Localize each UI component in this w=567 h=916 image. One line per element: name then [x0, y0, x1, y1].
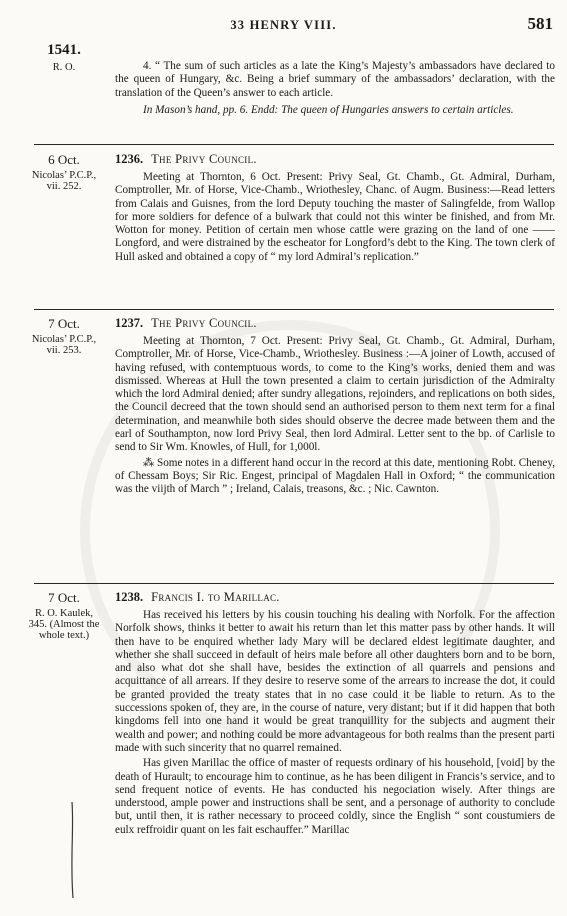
entry-body	[115, 152, 555, 264]
margin-source: Nicolas’ P.C.P., vii. 252.	[31, 170, 97, 192]
paragraph-note: ⁂ Some notes in a different hand occur in the record at this date, mentioning Robt. Cheney, of Chessam Boys; Sir Ric. Engest, principal of Magdalen Hall in Oxford; “ the communication was the viijth of March ” ; Ireland, Calais, treasons, &c. ; Nic. Cawnton.	[115, 456, 555, 496]
margin-date: 7 Oct.	[48, 590, 80, 605]
entry-number: 1237.	[115, 316, 144, 330]
pen-stroke-mark	[68, 800, 76, 900]
margin-date: 7 Oct.	[48, 316, 80, 331]
page-number: 581	[527, 14, 553, 33]
entry-body	[115, 60, 555, 117]
divider	[34, 583, 554, 584]
margin-note	[28, 590, 100, 641]
entry-title: The Privy Council.	[151, 152, 257, 166]
margin-note	[28, 316, 100, 356]
entry-heading	[115, 590, 555, 604]
margin-source: R. O. Kaulek, 345. (Almost the whole text.)	[28, 608, 100, 641]
entry-body	[115, 316, 555, 497]
page-header	[0, 12, 567, 36]
entry-body	[115, 590, 555, 837]
margin-note	[28, 42, 100, 73]
paragraph: Meeting at Thornton, 7 Oct. Present: Privy Seal, Gt. Chamb., Gt. Admiral, Durham, Comptroller, Mr. of Horse, Vice-Chamb., Wriothesley. Business :—A joiner of Lowth, accused of having refused, with contemptuous words, to come to the King’s works, denied them and was dismissed. Whereas at Hull the town presented a claim to certain jurisdiction of the Admiralty which the lord Admiral denied; after sundry allegations, rejoinders, and replications on both sides, the Council decreed that the town should send an authorised person to them next term for a final determination, and meanwhile both sides should observe the decree made between them and the earl of Southampton, now lord Privy Seal, then lord Admiral. Letter sent to the bp. of Carlisle to send to Sir Wm. Knowles, of Hull, for 1,000l.	[115, 335, 555, 454]
margin-source: Nicolas’ P.C.P., vii. 253.	[31, 334, 97, 356]
entry-heading	[115, 152, 555, 166]
running-head: 33 HENRY VIII.	[230, 18, 337, 32]
entry-heading	[115, 316, 555, 330]
entry-number: 1236.	[115, 152, 144, 166]
divider	[34, 309, 554, 310]
margin-date: 6 Oct.	[48, 152, 80, 167]
paragraph-endorsement: In Mason’s hand, pp. 6. Endd: The queen of Hungaries answers to certain articles.	[143, 103, 514, 116]
paragraph: Meeting at Thornton, 6 Oct. Present: Privy Seal, Gt. Chamb., Gt. Admiral, Durham, Comptroller, Mr. of Horse, Vice-Chamb., Wriothesley, Chanc. of Augm. Business:—Read letters from Calais and Guisnes, from the lord Deputy touching the master of Salingfelde, from Wallop for more soldiers for defence of a bulwark that could not this winter be finished, and from Mr. Wotton for money. Petition of certain men whose cattle were grazing on the land of one —— Longford, and were distrained by the escheator for Longford’s debt to the King. The town clerk of Hull asked and obtained a copy of “ my lord Admiral’s replication.”	[115, 171, 555, 263]
entry-number: 1238.	[115, 590, 144, 604]
divider	[34, 144, 554, 145]
margin-year: 1541.	[47, 42, 81, 58]
paragraph: Has given Marillac the office of master of requests ordinary of his household, [void] by the death of Hurault; to encourage him to continue, as he has been diligent in Francis’s service, and to send frequent notice of events. He has conducted his negociation wisely. After things are understood, ample power and instructions shall be sent, and a personage of authority to conclude but, until then, it is rather necessary to proceed coldly, since the English “ sont coustumiers de eulx reffroidir quant on les fait eschauffer.” Marillac	[115, 757, 555, 836]
entry-title: The Privy Council.	[151, 316, 257, 330]
paragraph: 4. “ The sum of such articles as a late the King’s Majesty’s ambassadors have declared to the queen of Hungary, &c. Being a brief summary of the ambassadors’ declaration, with the translation of the Queen’s answer to each article.	[115, 60, 555, 99]
margin-source: R. O.	[52, 62, 76, 73]
paragraph: Has received his letters by his cousin touching his dealing with Norfolk. For the affection Norfolk shows, thinks it better to await his return than let this matter pass by other hands. It will then have to be enquired whether lady Mary will be declared eldest legitimate daughter, and whether she shall succeed in default of heirs male before all other daughters born and to be born, and also what dot she shall have, besides the extinction of all quarrels and pensions and acquittance of all arrears. If they desire to reserve some of the arrears to increase the dot, it could be granted provided the treaty states that in no case could it be liable to return. As to the successions spoken of, they are, in the course of nature, very distant; but if it did happen that both kingdoms fell into one hand it would be great tranquillity for the subjects and augment their wealth and power; and nothing could be more advantageous for both realms than the present parti made with such sincerity that no quarrel remained.	[115, 609, 555, 754]
entry-title: Francis I. to Marillac.	[151, 590, 280, 604]
margin-note	[28, 152, 100, 192]
